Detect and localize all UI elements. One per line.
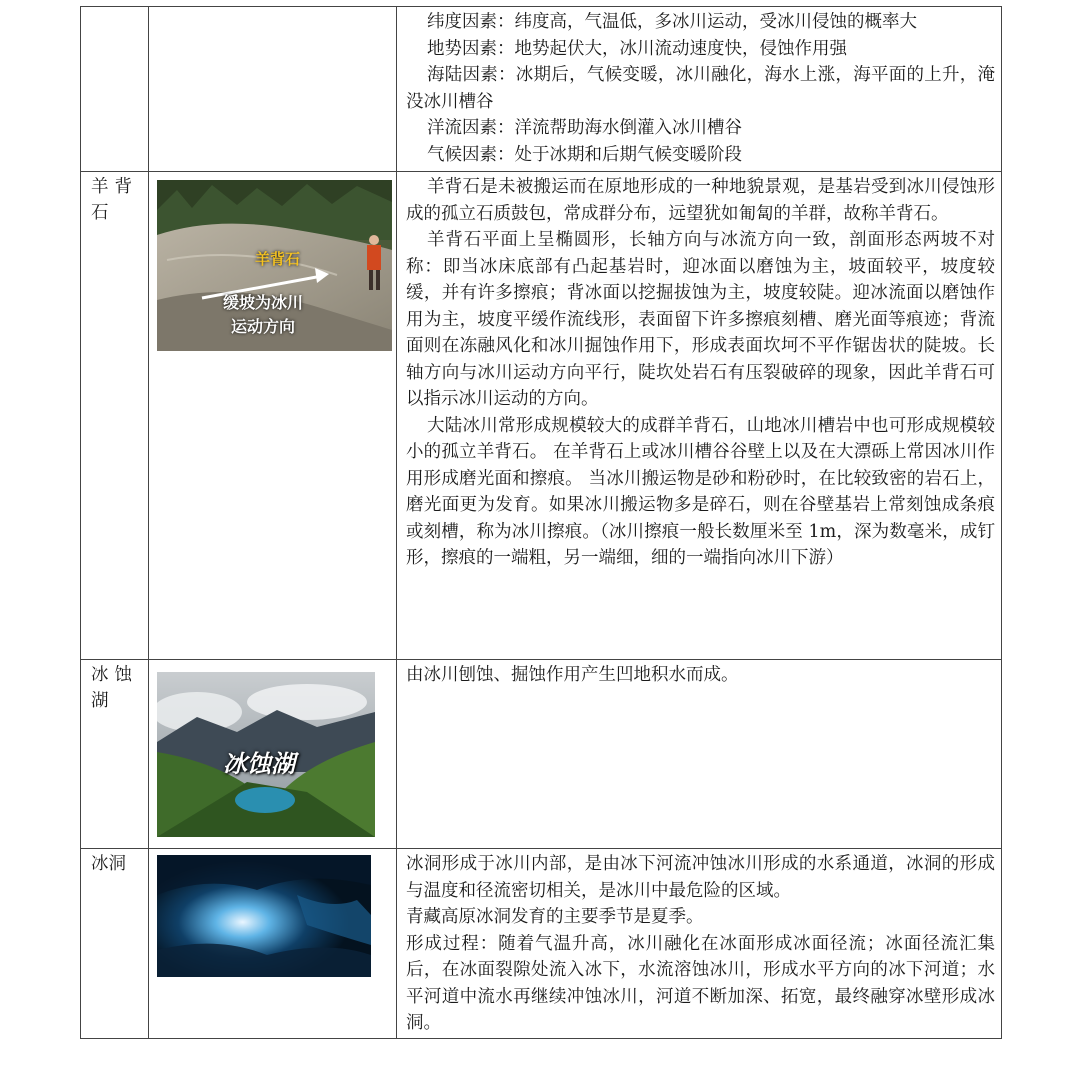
- image-cell-empty: [149, 7, 397, 172]
- term-cell: [81, 660, 149, 849]
- factor-latitude: 纬度因素：纬度高，气温低，多冰川运动，受冰川侵蚀的概率大: [427, 12, 917, 32]
- table-row-glacial-lake: [81, 660, 1002, 849]
- roche-moutonnee-photo: [157, 180, 392, 351]
- paragraph-ice-cave-process: 形成过程：随着气温升高，冰川融化在冰面形成冰面径流；冰面径流汇集后，在冰面裂隙处流入冰下，水流溶蚀冰川，形成水平方向的冰下河道；水平河道中流水再继续冲蚀冰川，河道不断加深、拓宽，最终融穿冰壁形成冰洞。: [406, 933, 995, 1033]
- image-cell: [149, 849, 397, 1039]
- glacial-landform-table: [80, 6, 1002, 1039]
- table-row-factors: [81, 7, 1002, 172]
- factor-terrain: 地势因素：地势起伏大，冰川流动速度快，侵蚀作用强: [427, 38, 847, 59]
- table-row-ice-cave: [81, 849, 1002, 1039]
- description-cell-roche-moutonnee: [397, 172, 1002, 660]
- photo-caption-line-1: 缓坡为冰川: [223, 293, 304, 312]
- term-roche-moutonnee: 羊背石: [91, 177, 138, 223]
- term-ice-cave: 冰洞: [91, 854, 126, 874]
- factor-ocean-current: 洋流因素：洋流帮助海水倒灌入冰川槽谷: [427, 118, 742, 138]
- paragraph-ice-cave-season: 青藏高原冰洞发育的主要季节是夏季。: [406, 907, 704, 927]
- description-cell-glacial-lake: [397, 660, 1002, 849]
- term-glacial-lake: 冰蚀湖: [91, 665, 138, 711]
- term-cell: [81, 172, 149, 660]
- photo-label-roche-moutonnee: 羊背石: [255, 250, 301, 268]
- glacial-lake-photo: [157, 672, 375, 837]
- paragraph-glacial-lake: 由冰川刨蚀、掘蚀作用产生凹地积水而成。: [406, 665, 739, 685]
- image-cell: [149, 172, 397, 660]
- paragraph-distribution: 大陆冰川常形成规模较大的成群羊背石，山地冰川槽岩中也可形成规模较小的孤立羊背石。 在羊背石上或冰川槽谷谷壁上以及在大漂砾上常因冰川作用形成磨光面和擦痕。 当冰川搬运物是砂和粉砂时，在比较致密的岩石上，磨光面更为发育。如果冰川搬运物多是碎石，则在谷壁基岩上常刻蚀成条痕或刻槽，称为冰川擦痕。（冰川擦痕一般长数厘米至 1m，深为数毫米，成钉形，擦痕的一端粗，另一端细，细的一端指向冰川下游）: [406, 415, 995, 568]
- factor-land-sea: 海陆因素：冰期后，气候变暖，冰川融化，海水上涨，海平面的上升，淹没冰川槽谷: [406, 65, 995, 112]
- photo-caption-line-2: 运动方向: [231, 317, 296, 336]
- paragraph-definition: 羊背石是未被搬运而在原地形成的一种地貌景观，是基岩受到冰川侵蚀形成的孤立石质鼓包，常成群分布，远望犹如匍匐的羊群，故称羊背石。: [406, 177, 995, 224]
- table-row-roche-moutonnee: [81, 172, 1002, 660]
- term-cell-empty: [81, 7, 149, 172]
- paragraph-shape: 羊背石平面上呈椭圆形，长轴方向与冰流方向一致，剖面形态两坡不对称：即当冰床底部有凸起基岩时，迎冰面以磨蚀为主，坡面较平，坡度较缓，并有许多擦痕；背冰面以挖掘拔蚀为主，坡度较陡。迎冰流面以磨蚀作用为主，坡度平缓作流线形，表面留下许多擦痕刻槽、磨光面等痕迹；背流面则在冻融风化和冰川掘蚀作用下，形成表面坎坷不平作锯齿状的陡坡。长轴方向与冰川运动方向平行，陡坎处岩石有压裂破碎的现象，因此羊背石可以指示冰川运动的方向。: [406, 230, 995, 409]
- paragraph-ice-cave-definition: 冰洞形成于冰川内部，是由冰下河流冲蚀冰川形成的水系通道，冰洞的形成与温度和径流密切相关，是冰川中最危险的区域。: [406, 854, 995, 901]
- image-cell: [149, 660, 397, 849]
- photo-label-glacial-lake: 冰蚀湖: [223, 750, 295, 778]
- factor-climate: 气候因素：处于冰期和后期气候变暖阶段: [427, 144, 742, 165]
- description-cell-factors: [397, 7, 1002, 172]
- description-cell-ice-cave: [397, 849, 1002, 1039]
- ice-cave-photo: [157, 855, 371, 977]
- term-cell: [81, 849, 149, 1039]
